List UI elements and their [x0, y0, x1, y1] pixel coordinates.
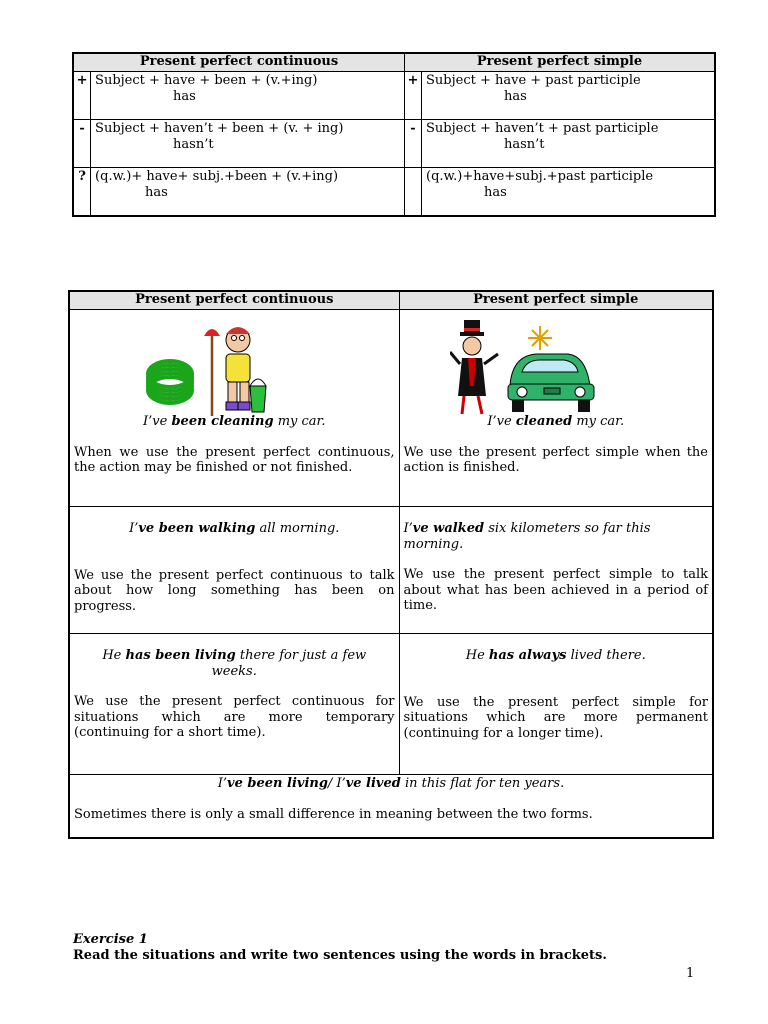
simple-cell — [399, 310, 713, 507]
comparison-table — [68, 290, 714, 839]
form-line-alt: has — [504, 89, 527, 104]
continuous-negative-form — [91, 120, 405, 168]
cleaning-illustration — [74, 310, 395, 414]
formula-row-negative — [73, 120, 715, 168]
continuous-question-form — [91, 168, 405, 217]
car-icon — [508, 354, 594, 412]
explanation-text: We use the present perfect continuous to talk about how long something has been on progress. — [74, 567, 395, 614]
formula-table — [72, 52, 716, 217]
comparison-row-cleaning — [69, 310, 713, 507]
car-illustration — [404, 310, 709, 414]
example-sentence: I’ve walked six kilometers so far this morning. — [403, 521, 651, 552]
positive-symbol: + — [73, 72, 91, 120]
example-sentence: I’ve been living/ I’ve lived in this flat for ten years. — [217, 776, 565, 791]
header-simple: Present perfect simple — [405, 53, 716, 72]
exercise-instruction: Read the situations and write two sentences using the words in brackets. — [73, 948, 607, 963]
formula-row-question — [73, 168, 715, 217]
explanation-text: When we use the present perfect continuous, the action may be finished or not finished. — [74, 444, 395, 475]
explanation-text: We use the present perfect simple for situations which are more permanent (continuing for a longer time). — [403, 694, 708, 741]
form-line-alt: has — [145, 185, 168, 200]
continuous-cell — [69, 507, 399, 634]
simple-negative-form — [422, 120, 716, 168]
explanation-text: Sometimes there is only a small difference in meaning between the two forms. — [74, 806, 593, 822]
sparkle-icon — [528, 326, 552, 350]
man-icon — [450, 320, 498, 414]
form-line-alt: has — [173, 89, 196, 104]
form-line-alt: hasn’t — [173, 137, 214, 152]
both-forms-cell — [69, 775, 713, 838]
question-symbol: ? — [73, 168, 91, 217]
form-line: (q.w.)+ have+ subj.+been + (v.+ing) — [95, 169, 339, 184]
form-line: Subject + have + past participle — [426, 73, 641, 88]
man-and-car-illustration — [450, 316, 600, 416]
example-sentence: He has always lived there. — [465, 648, 646, 663]
negative-symbol: - — [73, 120, 91, 168]
explanation-text: We use the present perfect simple when the action is finished. — [403, 444, 708, 475]
form-line-alt: hasn’t — [504, 137, 545, 152]
comparison-row-both — [69, 775, 713, 838]
formula-row-positive — [73, 72, 715, 120]
explanation-text: We use the present perfect continuous for situations which are more temporary (continuing for a short time). — [74, 694, 395, 740]
continuous-cell — [69, 310, 399, 507]
plunger-icon — [204, 329, 220, 416]
page-number: 1 — [686, 966, 695, 981]
hose-icon — [148, 361, 192, 403]
form-line-alt: has — [484, 185, 507, 200]
form-line: Subject + haven’t + past participle — [426, 121, 659, 136]
example-sentence: I’ve been cleaning my car. — [143, 414, 326, 429]
formula-table-header — [73, 53, 715, 72]
form-line: (q.w.)+have+subj.+past participle — [426, 169, 654, 184]
comparison-row-living — [69, 634, 713, 775]
simple-cell — [399, 634, 713, 775]
header-continuous: Present perfect continuous — [69, 291, 399, 310]
simple-question-form — [422, 168, 716, 217]
simple-positive-form — [422, 72, 716, 120]
form-line: Subject + haven’t + been + (v. + ing) — [95, 121, 344, 136]
exercise-title: Exercise 1 — [73, 932, 148, 947]
example-sentence: I’ve cleaned my car. — [487, 414, 625, 429]
question-symbol — [405, 168, 422, 217]
comparison-table-header — [69, 291, 713, 310]
form-line: Subject + have + been + (v.+ing) — [95, 73, 318, 88]
simple-cell — [399, 507, 713, 634]
negative-symbol: - — [405, 120, 422, 168]
example-sentence: I’ve been walking all morning. — [129, 521, 340, 536]
positive-symbol: + — [405, 72, 422, 120]
boy-icon — [226, 327, 266, 412]
header-continuous: Present perfect continuous — [73, 53, 405, 72]
explanation-text: We use the present perfect simple to talk about what has been achieved in a period of time. — [403, 567, 708, 613]
hose-and-boy-illustration — [142, 316, 282, 416]
continuous-positive-form — [91, 72, 405, 120]
comparison-row-walking — [69, 507, 713, 634]
header-simple: Present perfect simple — [399, 291, 713, 310]
example-sentence: He has been living there for just a few weeks. — [102, 648, 367, 679]
continuous-cell — [69, 634, 399, 775]
